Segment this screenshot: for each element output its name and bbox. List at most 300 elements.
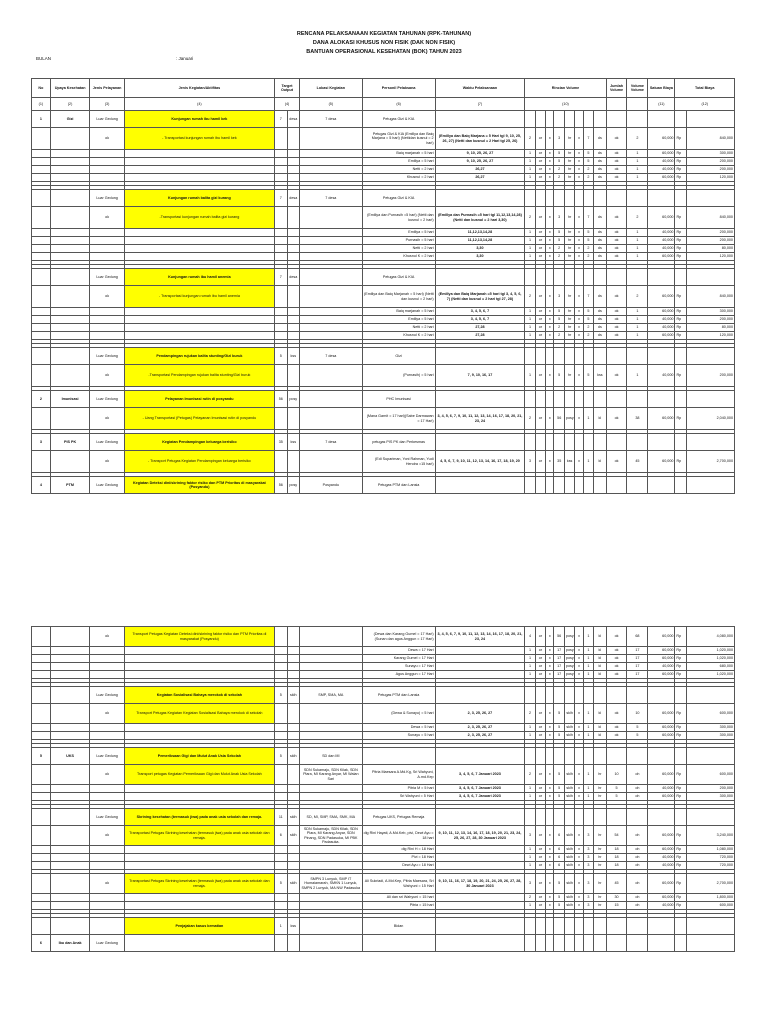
cell-lokasi bbox=[300, 918, 363, 935]
cell-no bbox=[32, 174, 51, 182]
cell-volume: kl bbox=[594, 647, 607, 655]
cell-target-qty bbox=[274, 704, 287, 724]
cell-currency: Rp bbox=[675, 245, 686, 253]
cell-kegiatan bbox=[124, 150, 274, 158]
cell-volume: hr bbox=[594, 874, 607, 894]
cell-personil: Petugas Gizi & KIA bbox=[362, 111, 435, 128]
col-num bbox=[627, 98, 648, 111]
cell-total-biaya: 840,000 bbox=[686, 286, 734, 308]
activity-row bbox=[32, 748, 735, 765]
cell-volume: x bbox=[546, 408, 554, 430]
cell-volume: x bbox=[575, 902, 583, 910]
cell-target-unit bbox=[287, 765, 300, 785]
cell-volume: ds bbox=[594, 245, 607, 253]
cell-waktu bbox=[435, 846, 525, 854]
cell-volume: 1 bbox=[525, 902, 535, 910]
activity-row bbox=[32, 434, 735, 451]
cell-volume bbox=[594, 434, 607, 451]
cell-waktu: 4, 5, 6, 7, 9, 10, 11, 12, 13, 14, 16, 17, 18, 19, 20 bbox=[435, 451, 525, 473]
cell-volume: x bbox=[546, 253, 554, 261]
cell-volume: hr bbox=[564, 128, 574, 150]
cell-volume bbox=[583, 809, 593, 826]
cell-waktu bbox=[435, 647, 525, 655]
cell-volume-unit: 1 bbox=[627, 237, 648, 245]
cell-total-biaya: 300,000 bbox=[686, 793, 734, 801]
cell-kegiatan bbox=[124, 158, 274, 166]
cell-volume: x bbox=[575, 647, 583, 655]
activity-row bbox=[32, 269, 735, 286]
empty-cell bbox=[686, 918, 734, 935]
cell-volume bbox=[535, 111, 545, 128]
cell-personil: Petugas Gizi & KIA bbox=[362, 269, 435, 286]
cell-volume: 1 bbox=[525, 237, 535, 245]
detail-row bbox=[32, 166, 735, 174]
cell-kegiatan bbox=[124, 935, 274, 952]
cell-upaya bbox=[50, 732, 90, 740]
cell-target-qty bbox=[274, 862, 287, 870]
cell-kegiatan bbox=[124, 253, 274, 261]
cell-volume bbox=[554, 348, 564, 365]
cell-total-biaya: 200,000 bbox=[686, 166, 734, 174]
cell-volume bbox=[554, 809, 564, 826]
cell-total-biaya: 80,000 bbox=[686, 245, 734, 253]
cell-volume: 1 bbox=[583, 663, 593, 671]
cell-volume bbox=[583, 748, 593, 765]
cell-volume: 2 bbox=[583, 253, 593, 261]
cell-kegiatan bbox=[124, 902, 274, 910]
cell-personil: Sunayu = 5 hari bbox=[362, 732, 435, 740]
empty-cell bbox=[686, 687, 734, 704]
cell-upaya bbox=[50, 785, 90, 793]
cell-kegiatan bbox=[124, 174, 274, 182]
cell-total-biaya: 840,000 bbox=[686, 128, 734, 150]
col-header-rincian-volume: Rincian Volume bbox=[525, 79, 606, 98]
cell-no bbox=[32, 408, 51, 430]
cell-kegiatan: Pelayanan Imunisasi rutin di posyandu bbox=[124, 391, 274, 408]
cell-kegiatan: Kegiatan Pendampingan keluarga berisiko bbox=[124, 434, 274, 451]
cell-volume bbox=[525, 269, 535, 286]
cell-volume: or bbox=[535, 785, 545, 793]
cell-lokasi bbox=[300, 627, 363, 647]
cell-volume bbox=[525, 190, 535, 207]
document-header bbox=[0, 30, 768, 57]
cell-currency: Rp bbox=[675, 174, 686, 182]
cell-kegiatan bbox=[124, 229, 274, 237]
cell-volume: 5 bbox=[583, 158, 593, 166]
cell-volume-unit: 2 bbox=[627, 128, 648, 150]
cell-target-qty bbox=[274, 935, 287, 952]
cell-kegiatan bbox=[124, 894, 274, 902]
cell-target-qty bbox=[274, 237, 287, 245]
cell-volume: x bbox=[546, 793, 554, 801]
cell-no bbox=[32, 269, 51, 286]
cell-volume: sklh bbox=[564, 785, 574, 793]
cell-volume: x bbox=[575, 793, 583, 801]
cell-jenis bbox=[90, 166, 124, 174]
empty-cell bbox=[648, 809, 675, 826]
cell-volume: or bbox=[535, 286, 545, 308]
cell-kegiatan: Penjajakan kasus kematian bbox=[124, 918, 274, 935]
cell-no bbox=[32, 150, 51, 158]
cell-waktu: 27,28 bbox=[435, 332, 525, 340]
cell-personil: petugas PIS PK dan Perkesmas bbox=[362, 434, 435, 451]
cell-volume: x bbox=[546, 316, 554, 324]
cell-volume: ds bbox=[594, 324, 607, 332]
cell-waktu: 3,30 bbox=[435, 253, 525, 261]
cell-volume: or bbox=[535, 902, 545, 910]
cell-target-unit: sklh bbox=[287, 874, 300, 894]
cell-volume bbox=[554, 687, 564, 704]
cell-kegiatan bbox=[124, 308, 274, 316]
cell-satuan-biaya: 40,000 bbox=[648, 365, 675, 387]
cell-upaya bbox=[50, 158, 90, 166]
cell-volume: posy bbox=[564, 663, 574, 671]
cell-currency: Rp bbox=[675, 128, 686, 150]
cell-volume: posy bbox=[564, 627, 574, 647]
cell-volume: x bbox=[575, 324, 583, 332]
cell-volume: kl bbox=[594, 451, 607, 473]
cell-no bbox=[32, 627, 51, 647]
cell-currency: Rp bbox=[675, 150, 686, 158]
cell-total-biaya: 4,080,000 bbox=[686, 627, 734, 647]
cell-volume: 1 bbox=[525, 671, 535, 679]
cell-satuan-biaya: 60,000 bbox=[648, 207, 675, 229]
cell-target-qty bbox=[274, 647, 287, 655]
cell-no bbox=[32, 785, 51, 793]
cell-personil: Emillya = 5 hari bbox=[362, 158, 435, 166]
cell-volume: 5 bbox=[583, 365, 593, 387]
cell-volume: x bbox=[575, 207, 583, 229]
cell-lokasi: 7 desa bbox=[300, 190, 363, 207]
cell-volume bbox=[564, 269, 574, 286]
cell-volume bbox=[564, 809, 574, 826]
cell-volume bbox=[525, 687, 535, 704]
cell-jumlah-volume: ok bbox=[606, 647, 627, 655]
sheet-page-2 bbox=[31, 626, 735, 952]
cell-volume-unit: 5 bbox=[627, 724, 648, 732]
cell-volume bbox=[564, 391, 574, 408]
empty-cell bbox=[686, 111, 734, 128]
bulan-label: BULAN bbox=[36, 56, 52, 61]
cell-volume: kl bbox=[594, 627, 607, 647]
cell-satuan-biaya: 60,000 bbox=[648, 704, 675, 724]
cell-volume: ds bbox=[594, 174, 607, 182]
cell-volume: 17 bbox=[554, 655, 564, 663]
cell-lokasi bbox=[300, 902, 363, 910]
cell-volume-unit: oh bbox=[627, 765, 648, 785]
cell-no bbox=[32, 308, 51, 316]
rpk-table-2 bbox=[31, 626, 735, 952]
empty-cell bbox=[675, 935, 686, 952]
doc-title-2: DANA ALOKASI KHUSUS NON FISIK (DAK NON FISIK) bbox=[312, 40, 456, 46]
cell-satuan-biaya: 60,000 bbox=[648, 174, 675, 182]
cell-no: 3 bbox=[32, 434, 51, 451]
cell-no bbox=[32, 826, 51, 846]
cell-total-biaya: 120,000 bbox=[686, 332, 734, 340]
cell-jenis: Luar Gedung bbox=[90, 434, 124, 451]
cell-no bbox=[32, 671, 51, 679]
cell-jenis: ok bbox=[90, 451, 124, 473]
cell-satuan-biaya: 40,000 bbox=[648, 237, 675, 245]
cell-satuan-biaya: 60,000 bbox=[648, 332, 675, 340]
cell-lokasi: SD dan MI bbox=[300, 748, 363, 765]
cell-volume: ds bbox=[594, 332, 607, 340]
cell-volume: x bbox=[546, 663, 554, 671]
detail-row bbox=[32, 902, 735, 910]
cell-volume-unit: 1 bbox=[627, 245, 648, 253]
cell-no bbox=[32, 765, 51, 785]
cell-satuan-biaya: 60,000 bbox=[648, 150, 675, 158]
cell-volume: ds bbox=[594, 229, 607, 237]
cell-volume: hr bbox=[564, 308, 574, 316]
cell-target-qty bbox=[274, 846, 287, 854]
cell-volume: 5 bbox=[554, 308, 564, 316]
cell-total-biaya: 2,700,000 bbox=[686, 451, 734, 473]
cell-jenis bbox=[90, 846, 124, 854]
cell-personil: Agus Anggun = 17 Hari bbox=[362, 671, 435, 679]
cell-waktu: 7, 9, 10, 16, 17 bbox=[435, 365, 525, 387]
cell-upaya bbox=[50, 663, 90, 671]
cell-personil: Petugas UKS, Petugas Remaja bbox=[362, 809, 435, 826]
cell-jumlah-volume: ok bbox=[606, 627, 627, 647]
cell-volume: 6 bbox=[554, 826, 564, 846]
cell-total-biaya: 200,000 bbox=[686, 237, 734, 245]
cell-volume: 2 bbox=[583, 324, 593, 332]
cell-personil: dig Rini H = 18 Hari bbox=[362, 846, 435, 854]
cell-currency: Rp bbox=[675, 765, 686, 785]
cell-volume: hr bbox=[594, 765, 607, 785]
cell-lokasi bbox=[300, 704, 363, 724]
cell-waktu bbox=[435, 190, 525, 207]
cell-personil: Bidan bbox=[362, 918, 435, 935]
cell-volume: x bbox=[575, 671, 583, 679]
cell-personil bbox=[362, 935, 435, 952]
cell-jumlah-volume: ok bbox=[606, 237, 627, 245]
detail-row bbox=[32, 671, 735, 679]
cell-upaya bbox=[50, 647, 90, 655]
cell-volume bbox=[575, 477, 583, 494]
cell-volume: ds bbox=[594, 253, 607, 261]
cell-satuan-biaya: 60,000 bbox=[648, 408, 675, 430]
cell-volume: 7 bbox=[583, 128, 593, 150]
cell-satuan-biaya: 60,000 bbox=[648, 627, 675, 647]
cell-satuan-biaya: 40,000 bbox=[648, 158, 675, 166]
cell-currency: Rp bbox=[675, 655, 686, 663]
cell-currency: Rp bbox=[675, 253, 686, 261]
cell-upaya bbox=[50, 332, 90, 340]
cell-jumlah-volume: ok bbox=[606, 655, 627, 663]
cell-personil: Khusnul = 2 hari bbox=[362, 174, 435, 182]
empty-cell bbox=[686, 190, 734, 207]
cell-jumlah-volume: ok bbox=[606, 207, 627, 229]
cell-volume: 1 bbox=[525, 324, 535, 332]
cell-personil: Petugas PTM dan Lansia bbox=[362, 477, 435, 494]
cell-volume: or bbox=[535, 308, 545, 316]
cell-lokasi bbox=[300, 647, 363, 655]
cell-volume: or bbox=[535, 332, 545, 340]
cell-volume: 2 bbox=[525, 704, 535, 724]
cell-volume bbox=[575, 748, 583, 765]
cell-volume bbox=[535, 434, 545, 451]
cell-waktu bbox=[435, 862, 525, 870]
cell-target-qty: 6 bbox=[274, 826, 287, 846]
cell-volume-unit: 2 bbox=[627, 286, 648, 308]
empty-cell bbox=[675, 391, 686, 408]
cell-satuan-biaya: 60,000 bbox=[648, 765, 675, 785]
cell-upaya bbox=[50, 237, 90, 245]
cell-jumlah-volume: ok bbox=[606, 324, 627, 332]
cell-total-biaya: 200,000 bbox=[686, 158, 734, 166]
transport-row bbox=[32, 128, 735, 150]
empty-cell bbox=[686, 269, 734, 286]
cell-upaya bbox=[50, 245, 90, 253]
cell-volume: 1 bbox=[525, 846, 535, 854]
transport-row bbox=[32, 451, 735, 473]
cell-currency: Rp bbox=[675, 308, 686, 316]
cell-target-qty bbox=[274, 765, 287, 785]
cell-currency: Rp bbox=[675, 854, 686, 862]
cell-jenis: ok bbox=[90, 874, 124, 894]
cell-lokasi: 7 desa bbox=[300, 111, 363, 128]
cell-no: 4 bbox=[32, 477, 51, 494]
cell-volume bbox=[525, 809, 535, 826]
cell-volume: x bbox=[575, 765, 583, 785]
cell-volume bbox=[535, 269, 545, 286]
cell-volume bbox=[564, 111, 574, 128]
cell-volume: hr bbox=[594, 846, 607, 854]
cell-target-unit bbox=[287, 408, 300, 430]
cell-lokasi bbox=[300, 229, 363, 237]
cell-volume: 5 bbox=[583, 229, 593, 237]
cell-kegiatan bbox=[124, 854, 274, 862]
cell-upaya bbox=[50, 174, 90, 182]
cell-total-biaya: 840,000 bbox=[686, 207, 734, 229]
cell-volume: ds bbox=[594, 316, 607, 324]
cell-volume-unit: 1 bbox=[627, 324, 648, 332]
cell-no bbox=[32, 793, 51, 801]
cell-no bbox=[32, 237, 51, 245]
cell-volume: 1 bbox=[583, 732, 593, 740]
cell-target-unit: kss bbox=[287, 918, 300, 935]
col-num: (1) bbox=[32, 98, 51, 111]
cell-waktu bbox=[435, 269, 525, 286]
cell-upaya: Imunisasi bbox=[50, 391, 90, 408]
cell-personil: Emillya = 5 hari bbox=[362, 229, 435, 237]
col-header-jumlah-volume: Jumlah Volume bbox=[606, 79, 627, 98]
cell-volume: x bbox=[575, 150, 583, 158]
cell-volume bbox=[594, 918, 607, 935]
cell-volume: 1 bbox=[525, 166, 535, 174]
cell-volume: 7 bbox=[583, 207, 593, 229]
cell-total-biaya: 200,000 bbox=[686, 785, 734, 793]
empty-cell bbox=[606, 269, 627, 286]
cell-lokasi: SD, MI, SMP, SMA, SMK, MA bbox=[300, 809, 363, 826]
cell-personil: Karang Gumel = 17 Hari bbox=[362, 655, 435, 663]
cell-total-biaya: 200,000 bbox=[686, 365, 734, 387]
cell-jumlah-volume: ok bbox=[606, 229, 627, 237]
empty-cell bbox=[648, 935, 675, 952]
cell-no bbox=[32, 732, 51, 740]
cell-volume: ds bbox=[594, 308, 607, 316]
cell-currency: Rp bbox=[675, 704, 686, 724]
cell-volume: or bbox=[535, 894, 545, 902]
cell-volume bbox=[546, 477, 554, 494]
cell-target-unit bbox=[287, 785, 300, 793]
cell-volume: sklh bbox=[564, 862, 574, 870]
cell-no bbox=[32, 128, 51, 150]
cell-jenis bbox=[90, 785, 124, 793]
cell-volume: or bbox=[535, 253, 545, 261]
cell-kegiatan: Kunjungan rumah ibu hamil anemia bbox=[124, 269, 274, 286]
cell-volume bbox=[594, 190, 607, 207]
cell-jenis bbox=[90, 862, 124, 870]
cell-lokasi bbox=[300, 785, 363, 793]
cell-volume: x bbox=[575, 826, 583, 846]
cell-waktu bbox=[435, 348, 525, 365]
cell-volume: 1 bbox=[525, 253, 535, 261]
cell-kegiatan bbox=[124, 846, 274, 854]
cell-upaya bbox=[50, 826, 90, 846]
empty-cell bbox=[606, 391, 627, 408]
cell-upaya bbox=[50, 687, 90, 704]
cell-upaya bbox=[50, 316, 90, 324]
cell-volume: or bbox=[535, 647, 545, 655]
cell-volume bbox=[564, 935, 574, 952]
cell-volume: 2 bbox=[554, 245, 564, 253]
cell-volume: 2 bbox=[525, 408, 535, 430]
cell-volume bbox=[554, 190, 564, 207]
cell-volume: x bbox=[546, 704, 554, 724]
cell-volume bbox=[554, 477, 564, 494]
empty-cell bbox=[686, 391, 734, 408]
cell-waktu bbox=[435, 918, 525, 935]
cell-target-qty bbox=[274, 365, 287, 387]
detail-row bbox=[32, 724, 735, 732]
cell-waktu: 2, 3, 25, 26, 27 bbox=[435, 732, 525, 740]
cell-volume bbox=[575, 918, 583, 935]
cell-volume: x bbox=[575, 332, 583, 340]
empty-cell bbox=[675, 918, 686, 935]
cell-target-unit bbox=[287, 229, 300, 237]
cell-kegiatan bbox=[124, 862, 274, 870]
cell-kegiatan bbox=[124, 245, 274, 253]
cell-upaya bbox=[50, 269, 90, 286]
empty-cell bbox=[627, 391, 648, 408]
cell-target-qty bbox=[274, 253, 287, 261]
cell-lokasi bbox=[300, 655, 363, 663]
cell-volume: or bbox=[535, 671, 545, 679]
cell-volume: or bbox=[535, 408, 545, 430]
cell-jumlah-volume: ok bbox=[606, 332, 627, 340]
cell-volume: 1 bbox=[525, 158, 535, 166]
cell-volume: posy bbox=[564, 671, 574, 679]
cell-total-biaya: 120,000 bbox=[686, 174, 734, 182]
cell-volume bbox=[554, 748, 564, 765]
cell-volume: posy bbox=[564, 408, 574, 430]
cell-lokasi bbox=[300, 150, 363, 158]
cell-satuan-biaya: 60,000 bbox=[648, 308, 675, 316]
cell-volume: 1 bbox=[583, 647, 593, 655]
empty-cell bbox=[675, 269, 686, 286]
cell-kegiatan: - Transportasi kunjungan rumah ibu hamil kek bbox=[124, 128, 274, 150]
cell-personil: Baiq marjanah = 5 hari bbox=[362, 308, 435, 316]
cell-upaya bbox=[50, 253, 90, 261]
cell-volume: hr bbox=[594, 854, 607, 862]
cell-lokasi bbox=[300, 854, 363, 862]
cell-volume bbox=[583, 391, 593, 408]
cell-lokasi bbox=[300, 166, 363, 174]
activity-row bbox=[32, 111, 735, 128]
